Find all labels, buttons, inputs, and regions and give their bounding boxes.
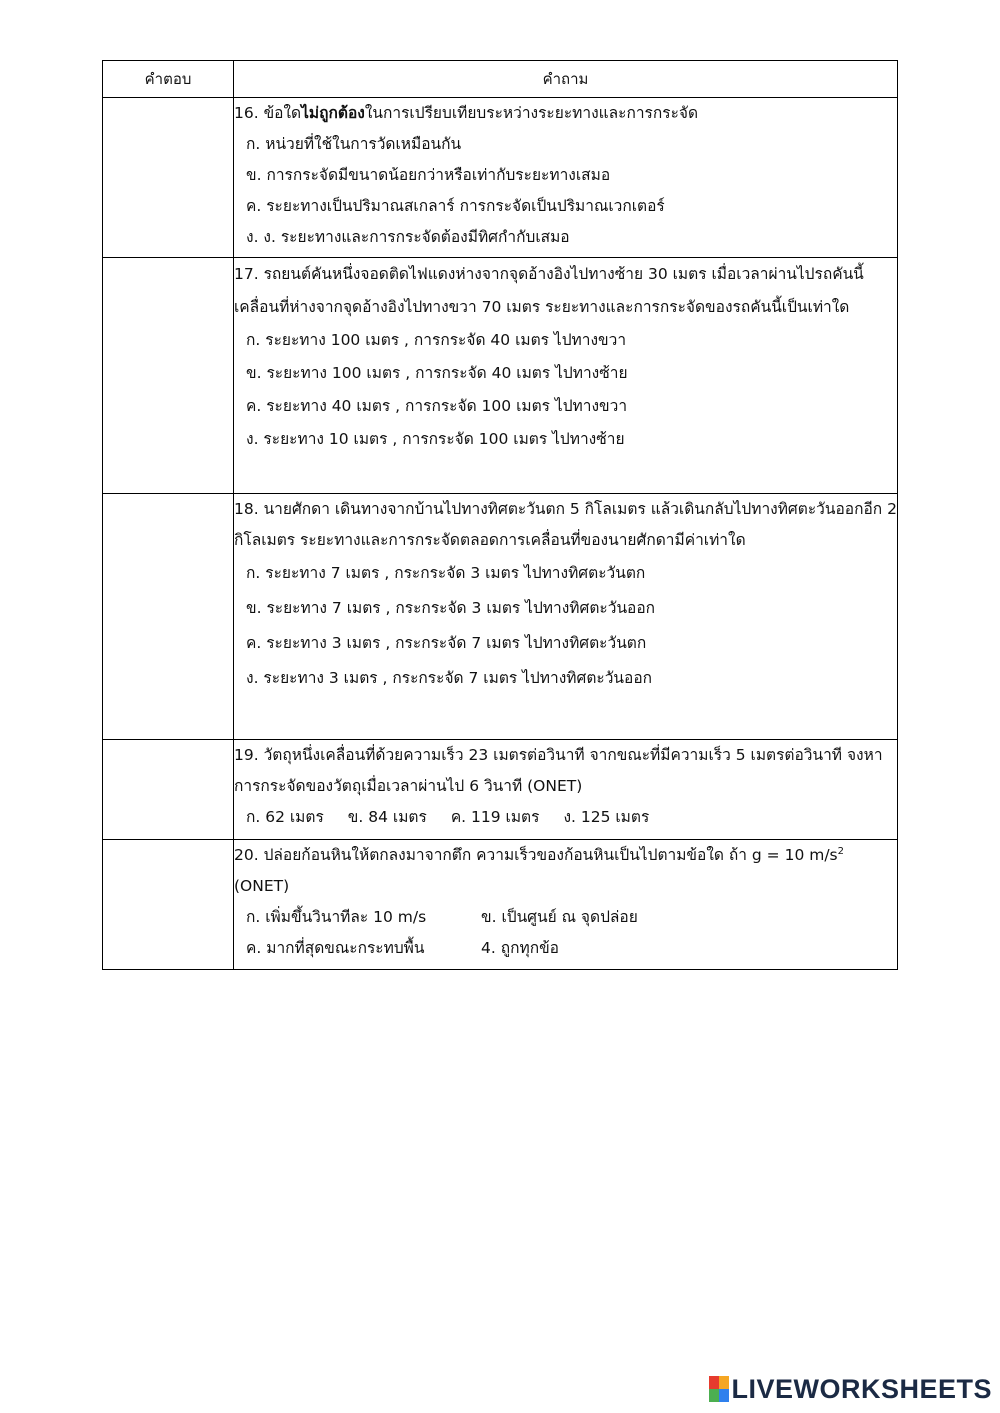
logo-block-blue — [719, 1389, 729, 1402]
question-18-option-a: ก. ระยะทาง 7 เมตร , กระกระจัด 3 เมตร ไปทางทิศตะวันตก — [246, 564, 646, 582]
question-17-option-a: ก. ระยะทาง 100 เมตร , การกระจัด 40 เมตร ไปทางขวา — [246, 331, 627, 349]
question-19-options — [234, 802, 897, 833]
liveworksheets-logo-icon — [709, 1376, 729, 1402]
question-16-option-c: ค. ระยะทางเป็นปริมาณสเกลาร์ การกระจัดเป็นปริมาณเวกเตอร์ — [246, 197, 665, 215]
question-20-option-a: ก. เพิ่มขึ้นวินาทีละ 10 m/s — [246, 908, 427, 926]
table-header-row — [103, 61, 898, 98]
answer-cell-17[interactable] — [103, 258, 234, 494]
question-17-option-c: ค. ระยะทาง 40 เมตร , การกระจัด 100 เมตร ไปทางขวา — [246, 397, 628, 415]
answer-cell-19[interactable] — [103, 740, 234, 840]
liveworksheets-wordmark: LIVEWORKSHEETS — [731, 1373, 992, 1404]
question-19-stem: 19. วัตถุหนึ่งเคลื่อนที่ด้วยความเร็ว 23 เมตรต่อวินาที จากขณะที่มีความเร็ว 5 เมตรต่อวินาที จงหาการกระจัดของวัตถุเมื่อเวลาผ่านไป 6 วินาที (ONET) — [234, 746, 883, 795]
question-19-option-a: ก. 62 เมตร — [246, 808, 324, 826]
question-row-20 — [103, 840, 898, 970]
answer-cell-18[interactable] — [103, 494, 234, 740]
question-16-option-d: ง. ง. ระยะทางและการกระจัดต้องมีทิศกำกับเสมอ — [246, 228, 570, 246]
question-20-stem: 20. ปล่อยก้อนหินให้ตกลงมาจากตึก ความเร็วของก้อนหินเป็นไปตามข้อใด ถ้า g = 10 $m/s^2$ (ONET) — [234, 845, 845, 895]
question-19-option-c: ค. 119 เมตร — [450, 808, 540, 826]
question-17-option-d: ง. ระยะทาง 10 เมตร , การกระจัด 100 เมตร ไปทางซ้าย — [246, 430, 625, 448]
answer-cell-20[interactable] — [103, 840, 234, 970]
question-cell-19 — [234, 740, 898, 840]
logo-block-orange — [719, 1376, 729, 1389]
logo-block-red — [709, 1376, 719, 1389]
question-16-option-a: ก. หน่วยที่ใช้ในการวัดเหมือนกัน — [246, 135, 462, 153]
question-table — [102, 60, 898, 970]
question-20-option-b: ข. เป็นศูนย์ ณ จุดปล่อย — [481, 908, 638, 926]
question-19-option-b: ข. 84 เมตร — [347, 808, 427, 826]
question-18-option-c: ค. ระยะทาง 3 เมตร , กระกระจัด 7 เมตร ไปทางทิศตะวันตก — [246, 634, 647, 652]
question-18-option-b: ข. ระยะทาง 7 เมตร , กระกระจัด 3 เมตร ไปทางทิศตะวันออก — [246, 599, 656, 617]
question-row-17 — [103, 258, 898, 494]
answer-cell-16[interactable] — [103, 98, 234, 258]
liveworksheets-watermark — [709, 1373, 992, 1405]
question-row-16 — [103, 98, 898, 258]
question-cell-18 — [234, 494, 898, 740]
answer-column-header: คำตอบ — [103, 61, 234, 98]
question-19-option-d: ง. 125 เมตร — [563, 808, 650, 826]
question-row-19 — [103, 740, 898, 840]
question-row-18 — [103, 494, 898, 740]
question-20-options-row1 — [234, 902, 897, 933]
question-20-option-c: ค. มากที่สุดขณะกระทบพื้น — [246, 939, 425, 957]
question-cell-16 — [234, 98, 898, 258]
question-20-option-d: 4. ถูกทุกข้อ — [481, 939, 559, 957]
question-16-stem: 16. ข้อใดไม่ถูกต้องในการเปรียบเทียบระหว่างระยะทางและการกระจัด — [234, 104, 699, 122]
emphasis-not-correct: ไม่ถูกต้อง — [301, 104, 365, 122]
question-cell-17 — [234, 258, 898, 494]
question-18-stem: 18. นายศักดา เดินทางจากบ้านไปทางทิศตะวันตก 5 กิโลเมตร แล้วเดินกลับไปทางทิศตะวันออกอีก 2 กิโลเมตร ระยะทางและการกระจัดตลอดการเคลื่อนที่ของนายศักดามีค่าเท่าใด — [234, 500, 897, 549]
question-cell-20 — [234, 840, 898, 970]
question-column-header: คำถาม — [234, 61, 898, 98]
question-17-option-b: ข. ระยะทาง 100 เมตร , การกระจัด 40 เมตร ไปทางซ้าย — [246, 364, 628, 382]
question-17-stem: 17. รถยนต์คันหนึ่งจอดติดไฟแดงห่างจากจุดอ้างอิงไปทางซ้าย 30 เมตร เมื่อเวลาผ่านไปรถคันนี้เคลื่อนที่ห่างจากจุดอ้างอิงไปทางขวา 70 เมตร ระยะทางและการกระจัดของรถคันนี้เป็นเท่าใด — [234, 265, 864, 316]
question-20-options-row2 — [234, 933, 897, 964]
question-18-option-d: ง. ระยะทาง 3 เมตร , กระกระจัด 7 เมตร ไปทางทิศตะวันออก — [246, 669, 653, 687]
question-16-option-b: ข. การกระจัดมีขนาดน้อยกว่าหรือเท่ากับระยะทางเสมอ — [246, 166, 611, 184]
logo-block-green — [709, 1389, 719, 1402]
